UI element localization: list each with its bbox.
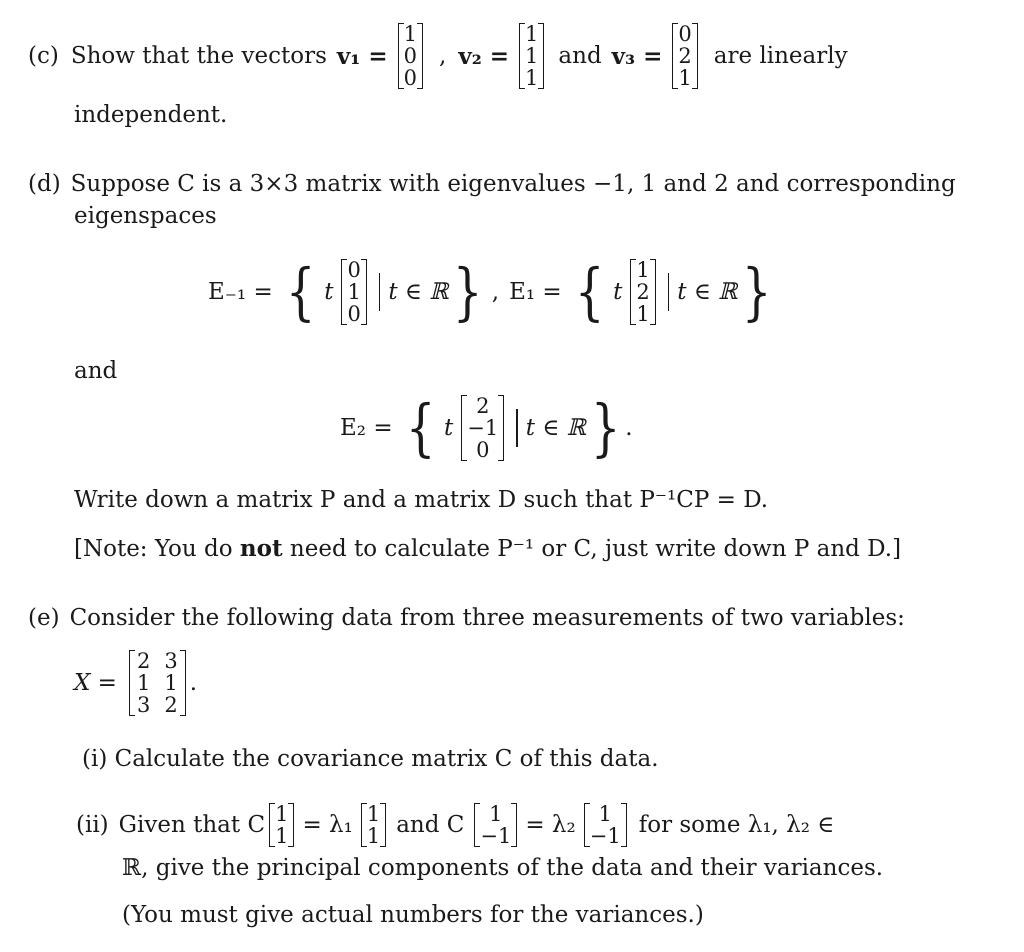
vec-b	[474, 803, 517, 847]
right-brace: }	[590, 391, 621, 464]
e-minus1-entry: 0	[347, 302, 361, 327]
v2-label: v₂ =	[458, 42, 510, 70]
sub-ii-row	[76, 792, 834, 858]
sub-ii-line2: ℝ, give the principal components of the data and their variances.	[122, 855, 884, 881]
e2-row: E₂ = { t 2 −1 0 t ∈ ℝ } .	[340, 391, 633, 464]
t-symbol: t	[324, 279, 334, 305]
left-brace: {	[405, 391, 436, 464]
vec-b-entry: −1	[589, 824, 621, 848]
for-some: for some λ₁, λ₂ ∈	[638, 812, 835, 838]
part-e-label: (e)	[28, 605, 60, 631]
sub-ii-line3: (You must give actual numbers for the variances.)	[122, 902, 704, 928]
e-minus1-label: E₋₁ =	[208, 279, 273, 305]
part-d-text: Suppose C is a 3×3 matrix with eigenvalues −1, 1 and 2 and corresponding	[70, 171, 956, 197]
note-bold: not	[239, 535, 283, 562]
sub-i: (i) Calculate the covariance matrix C of this data.	[82, 746, 659, 772]
v2-entry: 1	[525, 66, 539, 91]
e1-entry: 2	[636, 279, 650, 304]
and-text: and	[74, 358, 118, 384]
part-d-line1	[28, 171, 956, 197]
x-entry: 2	[136, 648, 151, 673]
part-e-text: Consider the following data from three measurements of two variables:	[69, 605, 905, 631]
set-bar	[668, 273, 670, 311]
part-c-line2: independent.	[74, 102, 228, 128]
vec-b-entry: 1	[598, 801, 612, 826]
vec-a	[361, 803, 386, 847]
right-brace: }	[453, 255, 483, 328]
eq-lambda2: = λ₂	[525, 812, 576, 838]
vec-a-entry: 1	[275, 801, 289, 826]
v1-entry: 0	[403, 66, 418, 91]
part-c-label: (c)	[28, 43, 59, 69]
vec-b-entry: −1	[480, 824, 512, 848]
set-bar	[379, 273, 381, 311]
sub-ii-label: (ii)	[76, 812, 109, 838]
e-minus1-entry: 0	[347, 257, 361, 282]
x-entry: 2	[164, 693, 178, 718]
vec-a-entry: 1	[275, 824, 289, 848]
e2-entry: 2	[476, 393, 490, 418]
e1-vector	[630, 259, 655, 325]
x-entry: 3	[164, 648, 178, 673]
set-condition: t ∈ ℝ	[388, 279, 449, 305]
eq-lambda1: = λ₁	[302, 812, 353, 838]
set-bar	[516, 409, 518, 447]
note-before: [Note: You do	[74, 536, 233, 562]
v1-label: v₁ =	[336, 42, 388, 70]
e1-entry: 1	[636, 257, 650, 282]
v2-entry: 1	[525, 21, 539, 46]
x-matrix	[129, 650, 186, 716]
set-condition: t ∈ ℝ	[525, 415, 586, 441]
v3-entry: 2	[678, 43, 692, 68]
v1-entry: 1	[403, 21, 418, 46]
and-text: and	[558, 43, 602, 69]
e-minus1-entry: 1	[347, 279, 361, 304]
part-c-text-after: are linearly	[713, 43, 848, 69]
part-e-line1	[28, 605, 905, 631]
set-condition: t ∈ ℝ	[677, 279, 738, 305]
part-d-instruction: Write down a matrix P and a matrix D such that P⁻¹CP = D.	[74, 487, 769, 513]
v3-vector	[672, 23, 697, 89]
v1-vector	[398, 23, 423, 89]
e-minus1-vector	[341, 259, 366, 325]
v1-entry: 0	[403, 43, 418, 68]
right-brace: }	[742, 255, 772, 328]
and-c: and C	[396, 812, 465, 838]
e2-vector	[461, 395, 504, 461]
note-after: need to calculate P⁻¹ or C, just write down P and D.]	[289, 536, 902, 562]
e1-label: E₁ =	[509, 279, 562, 305]
vec-a-entry: 1	[366, 801, 381, 826]
e2-entry: 0	[476, 438, 490, 463]
e2-entry: −1	[467, 415, 499, 440]
t-symbol: t	[444, 415, 454, 441]
vec-a	[269, 803, 294, 847]
v2-entry: 1	[525, 43, 539, 68]
x-entry: 1	[136, 670, 151, 695]
part-d-note	[74, 535, 901, 562]
x-entry: 3	[136, 693, 151, 718]
v3-entry: 1	[678, 66, 692, 91]
x-matrix-row: X = 2 3 1 1 3 2 .	[74, 648, 198, 718]
part-d-line2: eigenspaces	[74, 203, 217, 229]
e2-label: E₂ =	[340, 415, 393, 441]
t-symbol: t	[613, 279, 623, 305]
left-brace: {	[574, 255, 605, 328]
vec-a-entry: 1	[366, 824, 381, 848]
x-label: X =	[74, 670, 117, 696]
v2-vector	[519, 23, 544, 89]
x-entry: 1	[164, 670, 178, 695]
part-d-label: (d)	[28, 171, 61, 197]
v3-entry: 0	[678, 21, 692, 46]
eigenspaces-row: E₋₁ = { t 0 1 0 t ∈ ℝ } , E₁ = { t 1 2 1 t ∈ ℝ }	[208, 255, 772, 328]
sub-ii-given: Given that C	[118, 812, 266, 838]
e1-entry: 1	[636, 302, 650, 327]
part-c-row: (c) Show that the vectors v₁ = 1 0 0 , v₂ = 1 1 1 and v₃ = 0 2 1 are linearly	[28, 21, 848, 91]
left-brace: {	[285, 255, 316, 328]
part-c-text: Show that the vectors	[70, 43, 327, 69]
vec-b	[584, 803, 627, 847]
vec-b-entry: 1	[489, 801, 503, 826]
v3-label: v₃ =	[611, 42, 663, 70]
